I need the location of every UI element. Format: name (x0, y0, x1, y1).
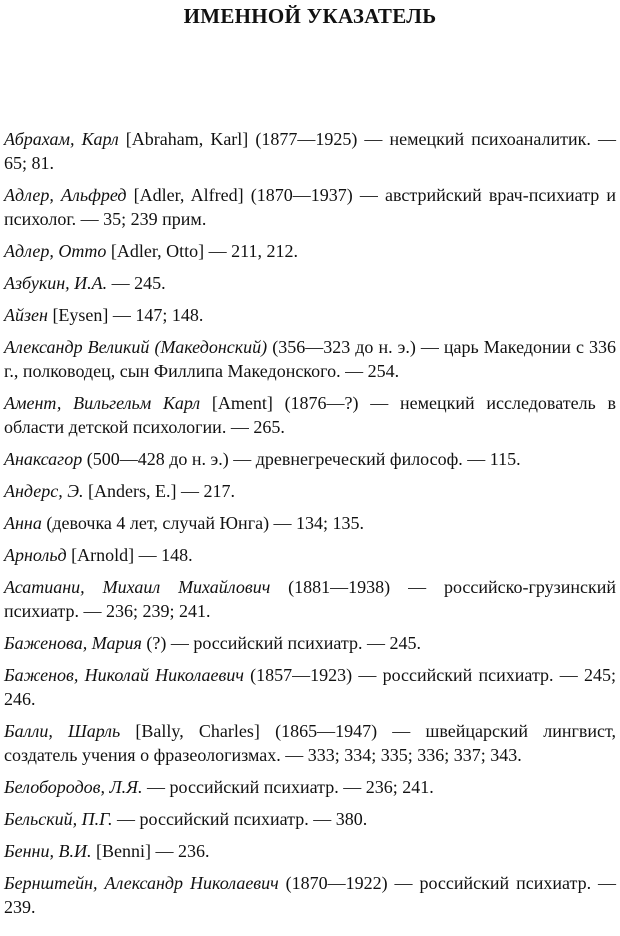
index-entry (4, 335, 616, 383)
index-entry (4, 575, 616, 623)
entry-name: Адлер, Отто (4, 241, 107, 261)
index-entry (4, 631, 616, 655)
entry-details: [Abraham, Karl] (1877—1925) — немецкий психоаналитик. — 65; 81. (4, 129, 616, 173)
index-entries (4, 127, 616, 927)
entry-details: (1857—1923) — российский психиатр. — 245; 246. (4, 665, 616, 709)
entry-details: [Arnold] — 148. (66, 545, 193, 565)
index-entry (4, 775, 616, 799)
entry-name: Баженов, Николай Николаевич (4, 665, 244, 685)
entry-name: Азбукин, И.А. (4, 273, 108, 293)
entry-details: (?) — российский психиатр. — 245. (141, 633, 422, 653)
entry-details: [Anders, E.] — 217. (83, 481, 235, 501)
index-entry (4, 719, 616, 767)
entry-details: [Bally, Charles] (1865—1947) — швейцарский лингвист, создатель учения о фразеологизмах. — 333; 334; 335; 336; 337; 343. (4, 721, 616, 765)
entry-details: (500—428 до н. э.) — древнегреческий философ. — 115. (82, 449, 521, 469)
entry-details: [Adler, Alfred] (1870—1937) — австрийский врач-психиатр и психолог. — 35; 239 прим. (4, 185, 616, 229)
index-entry (4, 127, 616, 175)
index-entry (4, 239, 616, 263)
index-entry (4, 871, 616, 919)
index-entry (4, 543, 616, 567)
entry-name: Айзен (4, 305, 48, 325)
index-entry (4, 511, 616, 535)
entry-details: [Benni] — 236. (91, 841, 210, 861)
index-entry (4, 807, 616, 831)
entry-details: [Adler, Otto] — 211, 212. (106, 241, 298, 261)
entry-name: Бельский, П.Г. (4, 809, 113, 829)
entry-name: Анна (4, 513, 42, 533)
index-entry (4, 479, 616, 503)
index-entry (4, 663, 616, 711)
index-entry (4, 839, 616, 863)
entry-name: Бернштейн, Александр Николаевич (4, 873, 279, 893)
entry-details: (1881—1938) — российско-грузинский психиатр. — 236; 239; 241. (4, 577, 616, 621)
entry-details: (девочка 4 лет, случай Юнга) — 134; 135. (41, 513, 365, 533)
entry-details: — российский психиатр. — 380. (112, 809, 368, 829)
entry-name: Амент, Вильгельм Карл (4, 393, 201, 413)
index-entry (4, 271, 616, 295)
index-entry (4, 303, 616, 327)
entry-name: Анаксагор (4, 449, 83, 469)
entry-name: Асатиани, Михаил Михайлович (4, 577, 271, 597)
entry-name: Белобородов, Л.Я. (4, 777, 143, 797)
entry-name: Арнольд (4, 545, 67, 565)
entry-details: [Ament] (1876—?) — немецкий исследователь в области детской психологии. — 265. (4, 393, 617, 437)
entry-name: Баженова, Мария (4, 633, 142, 653)
index-entry (4, 447, 616, 471)
entry-name: Балли, Шарль (4, 721, 121, 741)
entry-details: [Eysen] — 147; 148. (47, 305, 204, 325)
entry-name: Адлер, Альфред (4, 185, 127, 205)
entry-name: Александр Великий (Македонский) (4, 337, 268, 357)
entry-details: — 245. (107, 273, 166, 293)
entry-details: (356—323 до н. э.) — царь Македонии с 336 г., полководец, сын Филлипа Македонского. — 254. (4, 337, 616, 381)
entry-details: (1870—1922) — российский психиатр. — 239. (4, 873, 616, 917)
index-entry (4, 183, 616, 231)
entry-name: Абрахам, Карл (4, 129, 119, 149)
index-entry (4, 391, 616, 439)
entry-details: — российский психиатр. — 236; 241. (142, 777, 434, 797)
entry-name: Андерс, Э. (4, 481, 84, 501)
page-title: ИМЕННОЙ УКАЗАТЕЛЬ (183, 4, 437, 28)
entry-name: Бенни, В.И. (4, 841, 92, 861)
